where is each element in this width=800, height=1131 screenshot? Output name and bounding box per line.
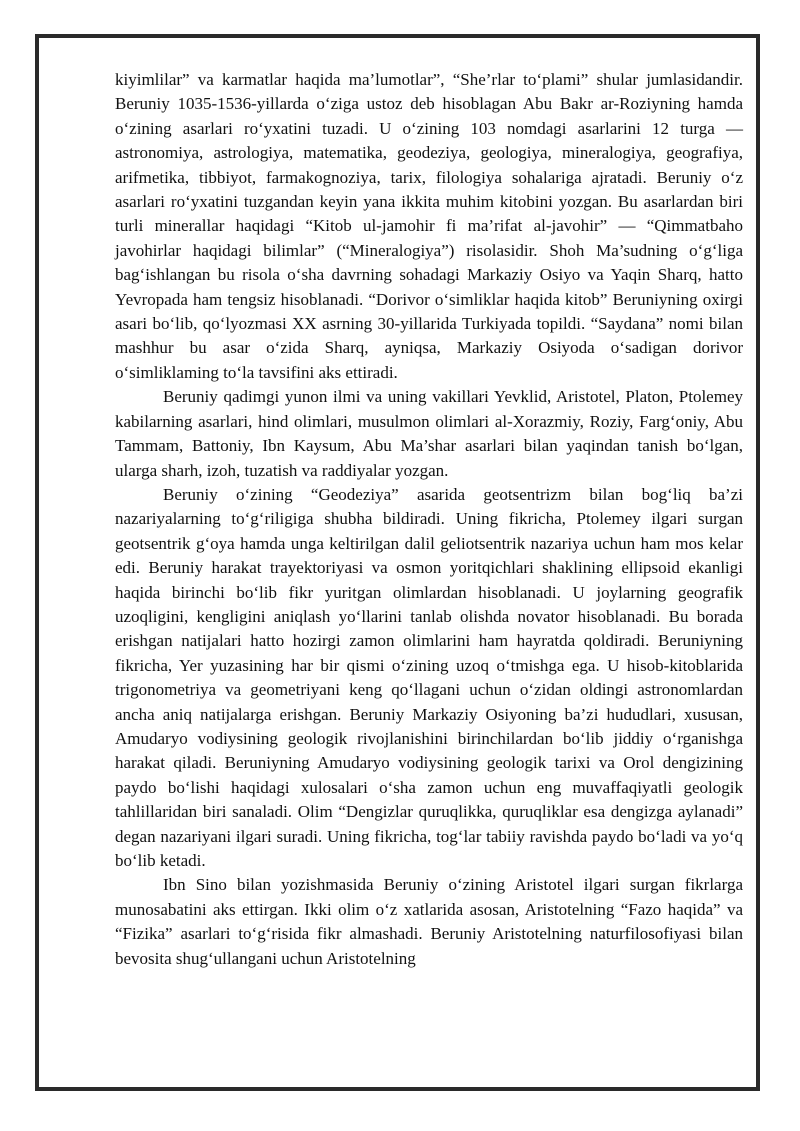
document-body [115, 68, 743, 971]
paragraph-beruniy-sources: Beruniy qadimgi yunon ilmi va uning vakillari Yevklid, Aristotel, Platon, Ptolemey kabilarning asarlari, hind olimlari, musulmon olimlari al-Xorazmiy, Roziy, Farg‘oniy, Abu Tammam, Battoniy, Ibn Kaysum, Abu Ma’shar asarlari bilan yaqindan tanish bo‘lgan, ularga sharh, izoh, tuzatish va raddiyalar yozgan. [115, 387, 743, 480]
paragraph-ibn-sino: Ibn Sino bilan yozishmasida Beruniy o‘zining Aristotel ilgari surgan fikrlarga munosabatini aks ettirgan. Ikki olim o‘z xatlarida asosan, Aristotelning “Fazo haqida” va “Fizika” asarlari to‘g‘risida fikr almashadi. Beruniy Aristotelning naturfilosofiyasi bilan bevosita shug‘ullangani uchun Aristotelning [115, 875, 743, 968]
paragraph-continuation: kiyimlilar” va karmatlar haqida ma’lumotlar”, “She’rlar to‘plami” shular jumlasidandir. Beruniy 1035-1536-yillarda o‘ziga ustoz deb hisoblagan Abu Bakr ar-Roziyning hamda o‘zining asarlari ro‘yxatini tuzadi. U o‘zining 103 nomdagi asarlarini 12 turga — astronomiya, astrologiya, matematika, geodeziya, geologiya, mineralogiya, geografiya, arifmetika, tibbiyot, farmakognoziya, tarix, filologiya sohalariga ajratadi. Beruniy o‘z asarlari ro‘yxatini tuzgandan keyin yana ikkita muhim kitobini yozgan. Bu asarlardan biri turli minerallar haqidagi “Kitob ul-jamohir fi ma’rifat al-javohir” — “Qimmatbaho javohirlar haqidagi bilimlar” (“Mineralogiya”) risolasidir. Shoh Ma’sudning o‘g‘liga bag‘ishlangan bu risola o‘sha davrning sohadagi Markaziy Osiyo va Yaqin Sharq, hatto Yevropada ham tengsiz hisoblanadi. “Dorivor o‘simliklar haqida kitob” Beruniyning oxirgi asari bo‘lib, qo‘lyozmasi XX asrning 30-yillarida Turkiyada topildi. “Saydana” nomi bilan mashhur bu asar o‘zida Sharq, ayniqsa, Markaziy Osiyoda o‘sadigan dorivor o‘simliklaming to‘la tavsifini aks ettiradi. [115, 70, 743, 382]
paragraph-geodeziya: Beruniy o‘zining “Geodeziya” asarida geotsentrizm bilan bog‘liq ba’zi nazariyalarning to‘g‘riligiga shubha bildiradi. Uning fikricha, Ptolemey ilgari surgan geotsentrik g‘oya hamda unga keltirilgan dalil geliotsentrik nazariya uchun ham mos kelar edi. Beruniy harakat trayektoriyasi va osmon yoritqichlari shaklining ellipsoid ekanligi haqida birinchi bo‘lib fikr yuritgan olimlardan hisoblanadi. U joylarning geografik uzoqligini, kengligini aniqlash yo‘llarini tanlab olishda novator hisoblanadi. Bu borada erishgan natijalari hatto hozirgi zamon olimlarini ham hayratda qoldiradi. Beruniyning fikricha, Yer yuzasining har bir qismi o‘zining uzoq o‘tmishga ega. U hisob-kitoblarida trigonometriya va geometriyani keng qo‘llagani uchun o‘zidan oldingi astronomlardan ancha aniq natijalarga erishgan. Beruniy Markaziy Osiyoning ba’zi hududlari, xususan, Amudaryo vodiysining geologik rivojlanishini birinchilardan bo‘lib jiddiy o‘rganishga harakat qiladi. Beruniyning Amudaryo vodiysining geologik tarixi va Orol dengizining paydo bo‘lishi haqidagi xulosalari o‘sha zamon uchun eng muvaffaqiyatli geologik tahlillaridan biri sanaladi. Olim “Dengizlar quruqlikka, quruqliklar esa dengizga aylanadi” degan nazariyani ilgari suradi. Uning fikricha, tog‘lar tabiiy ravishda paydo bo‘ladi va yo‘q bo‘lib ketadi. [115, 484, 743, 870]
